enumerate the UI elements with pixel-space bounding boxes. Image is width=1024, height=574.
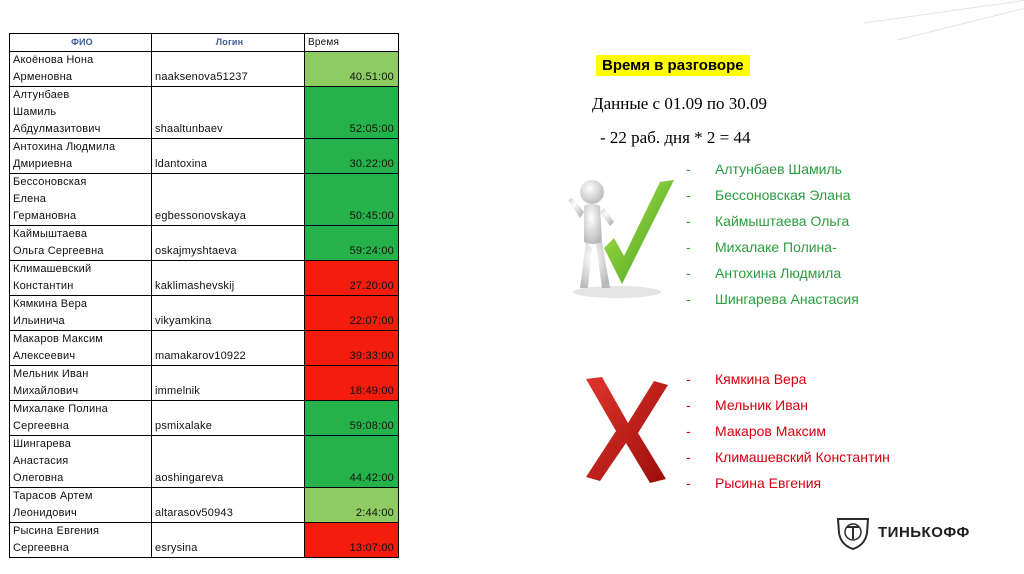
list-item-label: Климашевский Константин	[715, 449, 890, 465]
list-item	[686, 260, 859, 286]
list-item	[686, 392, 890, 418]
page-title: Время в разговоре	[596, 55, 750, 76]
cell-login: shaaltunbaev	[152, 87, 305, 139]
name-line: Дмириевна	[13, 158, 73, 170]
decorative-corner-lines	[864, 0, 1024, 40]
cell-name	[10, 52, 152, 87]
list-bullet: -	[686, 161, 691, 177]
cell-name	[10, 261, 152, 296]
cell-name	[10, 174, 152, 226]
tinkoff-logo	[834, 513, 970, 551]
table-row	[10, 226, 399, 261]
table-row	[10, 174, 399, 226]
name-line: Абдулмазитович	[13, 123, 101, 135]
list-item	[686, 366, 890, 392]
list-item-label: Бессоновская Элана	[715, 187, 851, 203]
list-item	[686, 444, 890, 470]
person-checkmark-icon	[562, 172, 680, 300]
time-table	[9, 33, 399, 558]
list-bullet: -	[686, 449, 691, 465]
good-list	[686, 156, 859, 312]
cell-login: ldantoxina	[152, 139, 305, 174]
cell-time: 2:44:00	[305, 488, 399, 523]
cell-time: 50:45:00	[305, 174, 399, 226]
red-cross-icon	[582, 375, 672, 485]
cell-name	[10, 139, 152, 174]
table-row	[10, 488, 399, 523]
name-line: Макаров Максим	[13, 333, 104, 345]
cell-name	[10, 226, 152, 261]
cell-name	[10, 488, 152, 523]
cell-time: 13:07:00	[305, 523, 399, 558]
name-line: Михайлович	[13, 385, 79, 397]
cell-time: 22:07:00	[305, 296, 399, 331]
list-item-label: Кямкина Вера	[715, 371, 807, 387]
header-login: Логин	[152, 34, 305, 52]
cell-login: egbessonovskaya	[152, 174, 305, 226]
list-bullet: -	[686, 265, 691, 281]
name-line: Шамиль	[13, 106, 57, 118]
cell-time: 59:08:00	[305, 401, 399, 436]
cell-time: 18:49:00	[305, 366, 399, 401]
bad-list	[686, 366, 890, 496]
cell-name	[10, 401, 152, 436]
name-line: Шингарева	[13, 438, 72, 450]
cell-name	[10, 436, 152, 488]
list-item-label: Антохина Людмила	[715, 265, 842, 281]
list-item-label: Макаров Максим	[715, 423, 827, 439]
list-item-label: Мельник Иван	[715, 397, 809, 413]
name-line: Ильиничa	[13, 315, 65, 327]
list-bullet: -	[686, 239, 691, 255]
cell-name	[10, 296, 152, 331]
cell-name	[10, 331, 152, 366]
table-body	[10, 52, 399, 558]
name-line: Анастасия	[13, 455, 69, 467]
name-line: Алтунбаев	[13, 89, 70, 101]
name-line: Константин	[13, 280, 74, 292]
cell-time: 27.20:00	[305, 261, 399, 296]
period-text: Данные с 01.09 по 30.09	[592, 94, 767, 113]
name-line: Акоёнова Нона	[13, 54, 94, 66]
table-row	[10, 261, 399, 296]
table-row	[10, 523, 399, 558]
name-line: Алексеевич	[13, 350, 76, 362]
cell-login: aoshingareva	[152, 436, 305, 488]
cell-name	[10, 87, 152, 139]
cell-login: immelnik	[152, 366, 305, 401]
list-item	[686, 286, 859, 312]
table-row	[10, 139, 399, 174]
cell-time: 59:24:00	[305, 226, 399, 261]
cell-login: mamakarov10922	[152, 331, 305, 366]
cell-time: 30.22:00	[305, 139, 399, 174]
norm-formula: - 22 раб. дня * 2 = 44	[600, 128, 751, 147]
name-line: Олеговна	[13, 472, 64, 484]
name-line: Антохина Людмила	[13, 141, 116, 153]
table-row	[10, 296, 399, 331]
list-item-label: Алтунбаев Шамиль	[715, 161, 842, 177]
name-line: Рысина Евгения	[13, 525, 100, 537]
name-line: Михалаке Полина	[13, 403, 108, 415]
list-item-label: Михалаке Полина-	[715, 239, 837, 255]
name-line: Елена	[13, 193, 47, 205]
table-row	[10, 52, 399, 87]
table-row	[10, 366, 399, 401]
name-line: Леонидович	[13, 507, 77, 519]
cell-time: 39:33:00	[305, 331, 399, 366]
name-line: Бессоновская	[13, 176, 87, 188]
list-item	[686, 156, 859, 182]
list-item	[686, 470, 890, 496]
table-row	[10, 331, 399, 366]
list-bullet: -	[686, 371, 691, 387]
cell-name	[10, 523, 152, 558]
list-bullet: -	[686, 475, 691, 491]
name-line: Тарасов Артем	[13, 490, 93, 502]
header-time: Время	[305, 34, 399, 52]
name-line: Сергеевна	[13, 420, 70, 432]
logo-text: ТИНЬКОФФ	[878, 523, 970, 541]
cell-time: 52:05:00	[305, 87, 399, 139]
name-line: Каймыштаева	[13, 228, 88, 240]
list-item	[686, 234, 859, 260]
list-item-label: Каймыштаева Ольга	[715, 213, 850, 229]
cell-time: 40.51:00	[305, 52, 399, 87]
list-item	[686, 208, 859, 234]
table-row	[10, 436, 399, 488]
list-bullet: -	[686, 397, 691, 413]
table-row	[10, 401, 399, 436]
name-line: Германовна	[13, 210, 77, 222]
list-bullet: -	[686, 187, 691, 203]
cell-login: kaklimashevskij	[152, 261, 305, 296]
cell-login: esrysina	[152, 523, 305, 558]
cell-login: oskajmyshtaeva	[152, 226, 305, 261]
cell-login: naaksenova51237	[152, 52, 305, 87]
list-bullet: -	[686, 213, 691, 229]
name-line: Сергеевна	[13, 542, 70, 554]
list-item	[686, 418, 890, 444]
table-header-row	[10, 34, 399, 52]
cell-login: vikyamkina	[152, 296, 305, 331]
list-bullet: -	[686, 423, 691, 439]
list-bullet: -	[686, 291, 691, 307]
name-line: Армeновна	[13, 71, 73, 83]
list-item	[686, 182, 859, 208]
name-line: Мельник Иван	[13, 368, 89, 380]
list-item-label: Шингарева Анастасия	[715, 291, 859, 307]
name-line: Кямкина Вера	[13, 298, 88, 310]
cell-login: psmixalake	[152, 401, 305, 436]
cell-time: 44.42:00	[305, 436, 399, 488]
list-item-label: Рысина Евгения	[715, 475, 822, 491]
cell-name	[10, 366, 152, 401]
cell-login: altarasov50943	[152, 488, 305, 523]
header-fio: ФИО	[10, 34, 152, 52]
table-row	[10, 87, 399, 139]
name-line: Климашевский	[13, 263, 92, 275]
name-line: Ольга Сергеевна	[13, 245, 104, 257]
tinkoff-emblem-icon	[834, 513, 872, 551]
